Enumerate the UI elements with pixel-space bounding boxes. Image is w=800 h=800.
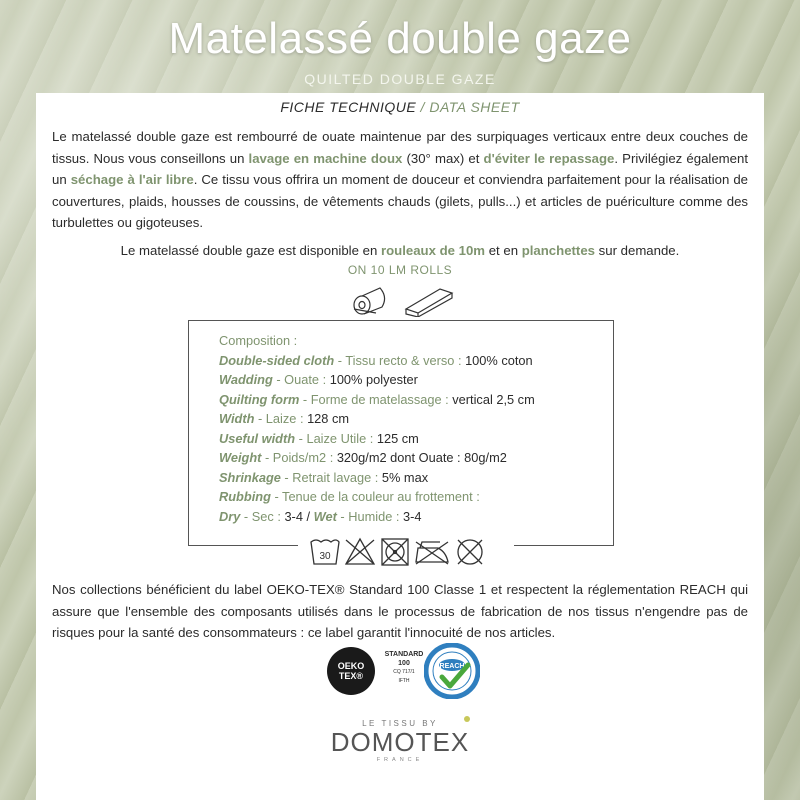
- comp-label: Tenue de la couleur au frottement :: [282, 489, 480, 504]
- brand-tagline: LE TISSU BY: [362, 719, 438, 728]
- composition-row: [219, 487, 609, 507]
- composition-row: [219, 468, 609, 488]
- composition-row: [219, 429, 609, 449]
- comp-sep: /: [302, 508, 314, 524]
- reach-text: REACH: [439, 663, 465, 670]
- comp-label: Retrait lavage :: [292, 469, 382, 485]
- brand-logo: DOMOTEX: [330, 727, 470, 757]
- desc-highlight-iron: d'éviter le repassage: [483, 150, 615, 166]
- comp-value: 5% max: [381, 469, 429, 485]
- composition-row: [219, 351, 609, 371]
- avail-text: Le matelassé double gaze est disponible en: [120, 243, 381, 258]
- sheet-heading-sep: /: [416, 99, 430, 115]
- comp-value: 100% coton: [465, 352, 533, 368]
- comp-label: Forme de matelassage :: [310, 391, 453, 407]
- no-tumble-dry-icon: [382, 539, 408, 565]
- data-sheet-card: [36, 93, 764, 800]
- format-icons: [348, 283, 458, 317]
- comp-key: Useful width: [219, 430, 296, 446]
- box-border: [188, 545, 298, 546]
- desc-text: . Privilégiez également un: [52, 150, 748, 187]
- comp-sep: -: [334, 352, 346, 368]
- availability-text: [36, 243, 764, 258]
- comp-key: Quilting form: [219, 391, 300, 407]
- no-dry-clean-icon: [458, 540, 482, 564]
- product-description: [52, 126, 748, 234]
- composition-row: [219, 390, 609, 410]
- composition-list: [219, 331, 609, 526]
- oeko-tex-logo: [326, 646, 376, 696]
- comp-sep: -: [299, 391, 311, 407]
- brand-dot: [464, 716, 470, 722]
- avail-highlight-rolls: rouleaux de 10m: [380, 243, 486, 258]
- comp-value: 125 cm: [376, 430, 419, 446]
- reach-compliant-logo: [424, 643, 480, 699]
- desc-text: Le matelassé double gaze est rembourré de ouate maintenue par des surpiquages verticaux entre deux couches de tissus. Nous vous conseillons un: [52, 129, 748, 166]
- composition-row: [219, 448, 609, 468]
- std-line: STANDARD: [384, 651, 424, 658]
- sheet-heading-fr: FICHE TECHNIQUE: [280, 99, 417, 115]
- brand-country: FRANCE: [376, 757, 424, 763]
- no-iron-icon: [416, 542, 448, 564]
- desc-highlight-dry: séchage à l'air libre: [70, 172, 194, 187]
- comp-label: Tissu recto & verso :: [345, 352, 466, 368]
- oeko-line1: OEKO: [337, 661, 365, 671]
- comp-value: vertical 2,5 cm: [452, 391, 535, 407]
- comp-sep: -: [254, 411, 266, 426]
- oeko-line2: TEX®: [338, 671, 364, 681]
- composition-row: [219, 370, 609, 390]
- desc-highlight-wash: lavage en machine doux: [248, 150, 403, 166]
- page-title: Matelassé double gaze: [168, 14, 632, 63]
- standard-100-label: [380, 651, 428, 685]
- composition-title: Composition :: [219, 333, 298, 348]
- comp-key: Weight: [219, 450, 262, 465]
- composition-row-rubbing: [219, 507, 609, 527]
- desc-text: (30° max) et: [402, 150, 484, 166]
- comp-value: 320g/m2 dont Ouate : 80g/m2: [336, 450, 507, 465]
- comp-sep: -: [261, 450, 273, 465]
- avail-highlight-boards: planchettes: [521, 243, 595, 258]
- std-line: 100: [398, 659, 410, 667]
- box-border: [514, 545, 613, 546]
- comp-key: Rubbing: [219, 489, 271, 504]
- wash-30-icon: [311, 540, 339, 564]
- std-line: IFTH: [398, 677, 410, 684]
- comp-sep: -: [272, 372, 285, 387]
- desc-text: . Ce tissu vous offrira un moment de douceur et conviendra parfaitement pour la réalisation de couvertures, plaids, housses de coussins, de vêtements chauds (gilets, pulls...) et articles de puériculture comme des turbulettes ou gigoteuses.: [52, 172, 748, 230]
- wash-temp: 30: [319, 551, 331, 562]
- certification-text: Nos collections bénéficient du label OEKO-TEX® Standard 100 Classe 1 et respectent la réglementation REACH qui assure que l'ensemble des composants utilisés dans le processus de fabrication de nos tissus n'engendre pas de risques pour la santé des consommateurs : ce label garantit l'innocuité de nos articles.: [52, 582, 748, 640]
- comp-key: Wadding: [219, 372, 273, 387]
- comp-value: 3-4: [284, 508, 303, 524]
- avail-text: sur demande.: [595, 243, 680, 258]
- comp-sep: -: [280, 469, 293, 485]
- no-bleach-icon: [346, 539, 374, 564]
- care-symbols: [308, 534, 508, 568]
- comp-key: Dry: [219, 508, 241, 524]
- sheet-heading-en: DATA SHEET: [429, 99, 520, 115]
- rolls-en-label: ON 10 LM ROLLS: [347, 263, 453, 277]
- comp-sep: -: [295, 430, 307, 446]
- comp-sep: -: [270, 489, 283, 504]
- avail-text: et en: [485, 243, 522, 258]
- comp-value: 128 cm: [307, 411, 350, 426]
- comp-key: Double-sided cloth: [219, 352, 335, 368]
- comp-label: - Sec :: [240, 508, 285, 524]
- comp-label: - Humide :: [336, 508, 403, 524]
- comp-label: Poids/m2 :: [272, 450, 337, 465]
- comp-label: Laize :: [265, 411, 308, 426]
- fabric-bolt-icon: [406, 289, 452, 317]
- comp-key: Wet: [313, 508, 337, 524]
- sheet-heading: [36, 99, 764, 115]
- comp-value: 100% polyester: [329, 372, 418, 387]
- composition-box: [188, 320, 614, 546]
- comp-value: 3-4: [402, 508, 422, 524]
- composition-row: [219, 409, 609, 429]
- comp-key: Width: [219, 411, 255, 426]
- comp-key: Shrinkage: [219, 469, 281, 485]
- page-subtitle: QUILTED DOUBLE GAZE: [304, 71, 496, 87]
- comp-label: Laize Utile :: [306, 430, 377, 446]
- fabric-roll-icon: [354, 288, 385, 314]
- comp-label: Ouate :: [284, 372, 330, 387]
- std-line: CQ 717/1: [393, 669, 415, 675]
